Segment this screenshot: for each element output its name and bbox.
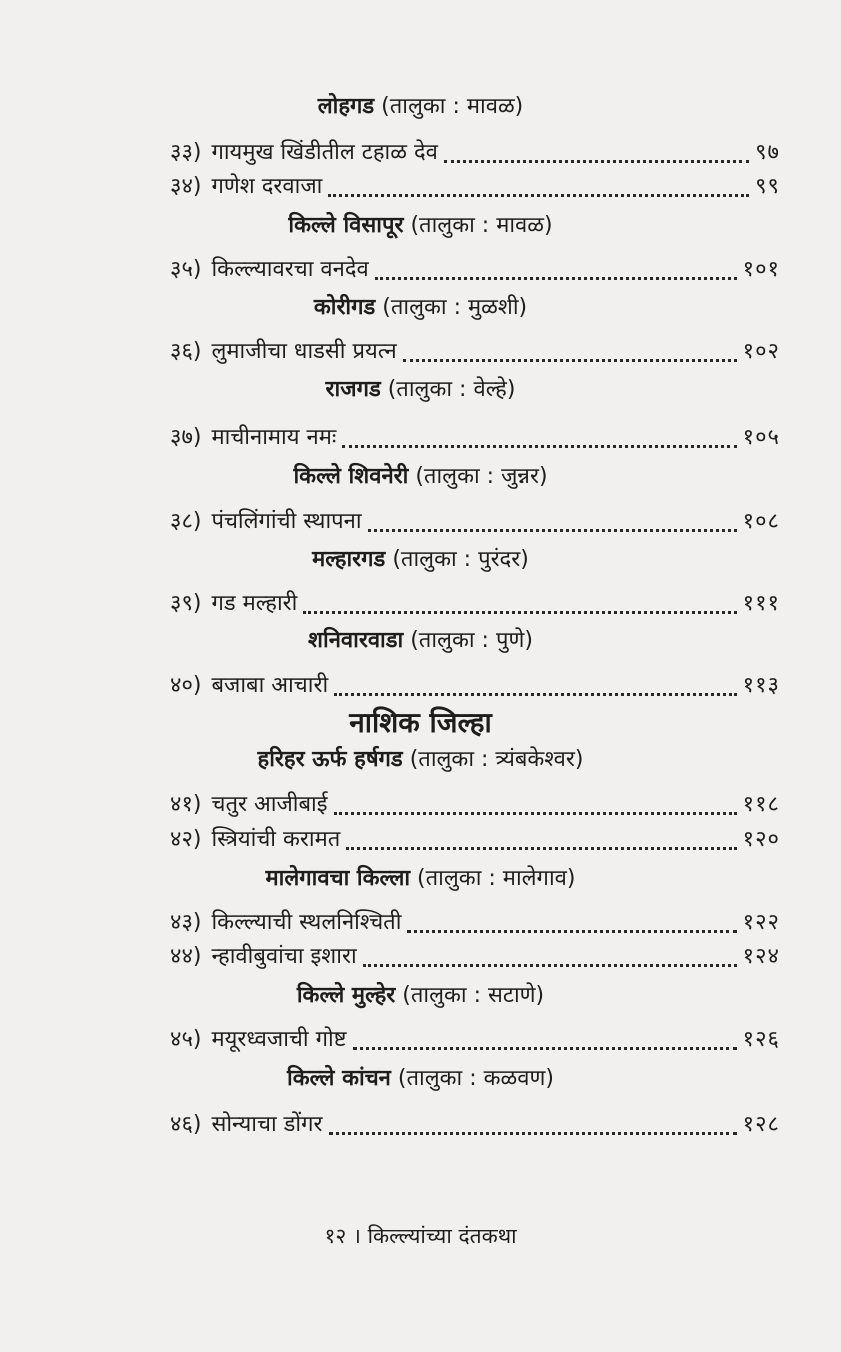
- taluka-label: (तालुका : सटाणे): [395, 983, 545, 1008]
- entry-number: ४३): [170, 910, 202, 935]
- toc-entry[interactable]: [170, 507, 780, 537]
- fort-name: राजगड: [325, 377, 381, 402]
- fort-name: किल्ले विसापूर: [288, 213, 404, 238]
- entry-title: मयूरध्वजाची गोष्ट: [211, 1027, 347, 1052]
- taluka-label: (तालुका : वेल्हे): [380, 377, 516, 402]
- toc-entry[interactable]: [170, 589, 780, 619]
- toc-entry[interactable]: [170, 337, 780, 367]
- entry-page: १११: [742, 591, 780, 616]
- entry-page: १०५: [742, 425, 780, 450]
- entry-number: ३८): [170, 509, 202, 534]
- entry-page: ११८: [742, 792, 780, 817]
- entry-page: ११३: [742, 673, 780, 698]
- dot-leader: [375, 277, 737, 280]
- dot-leader: [334, 812, 737, 815]
- taluka-label: (तालुका : मुळशी): [375, 295, 528, 320]
- toc-entry[interactable]: [170, 138, 780, 168]
- toc-entry[interactable]: [170, 172, 780, 202]
- entry-number: ३५): [170, 257, 202, 282]
- fort-name: किल्ले कांचन: [287, 1066, 391, 1091]
- dot-leader: [328, 194, 749, 197]
- toc-entry[interactable]: [170, 671, 780, 701]
- entry-number: ३७): [170, 425, 202, 450]
- entry-number: ३४): [170, 174, 202, 199]
- entry-title: माचीनामाय नमः: [211, 425, 337, 450]
- taluka-label: (तालुका : पुरंदर): [385, 547, 529, 572]
- entry-number: ४२): [170, 827, 202, 852]
- toc-entry[interactable]: [170, 790, 780, 820]
- toc-entry[interactable]: [170, 1025, 780, 1055]
- fort-name: मालेगावचा किल्ला: [265, 866, 411, 891]
- entry-title: पंचलिंगांची स्थापना: [211, 509, 362, 534]
- toc-entry[interactable]: [170, 1110, 780, 1140]
- toc-entry[interactable]: [170, 423, 780, 453]
- fort-heading: [0, 92, 841, 122]
- entry-number: ४४): [170, 944, 202, 969]
- entry-title: गड मल्हारी: [211, 591, 298, 616]
- toc-entry[interactable]: [170, 908, 780, 938]
- page-footer: १२ । किल्ल्यांच्या दंतकथा: [324, 1224, 517, 1248]
- district-heading: नाशिक जिल्हा: [349, 706, 492, 739]
- entry-number: ४६): [170, 1112, 202, 1137]
- fort-heading: [0, 293, 841, 323]
- dot-leader: [329, 1132, 737, 1135]
- entry-number: ४१): [170, 792, 202, 817]
- entry-page: १२२: [742, 910, 780, 935]
- dot-leader: [444, 160, 749, 163]
- entry-title: किल्ल्यावरचा वनदेव: [211, 257, 369, 282]
- taluka-label: (तालुका : मालेगाव): [410, 866, 576, 891]
- fort-heading: [0, 981, 841, 1011]
- fort-name: हरिहर ऊर्फ हर्षगड: [257, 747, 403, 772]
- taluka-label: (तालुका : जुन्नर): [408, 464, 548, 489]
- taluka-label: (तालुका : कळवण): [390, 1066, 554, 1091]
- dot-leader: [353, 1047, 737, 1050]
- entry-page: १०८: [742, 509, 780, 534]
- dot-leader: [334, 693, 737, 696]
- entry-page: १२६: [742, 1027, 780, 1052]
- entry-title: गणेश दरवाजा: [211, 174, 323, 199]
- fort-heading: [0, 626, 841, 656]
- fort-heading: [0, 864, 841, 894]
- dot-leader: [368, 529, 737, 532]
- entry-title: किल्ल्याची स्थलनिश्चिती: [211, 910, 402, 935]
- entry-title: लुमाजीचा धाडसी प्रयत्न: [211, 339, 397, 364]
- dot-leader: [303, 611, 736, 614]
- entry-number: ३९): [170, 591, 202, 616]
- entry-page: १०१: [742, 257, 780, 282]
- dot-leader: [407, 930, 736, 933]
- dot-leader: [346, 847, 736, 850]
- entry-title: न्हावीबुवांचा इशारा: [211, 944, 357, 969]
- entry-title: सोन्याचा डोंगर: [211, 1112, 323, 1137]
- entry-title: स्त्रियांची करामत: [211, 827, 341, 852]
- fort-name: मल्हारगड: [312, 547, 386, 572]
- toc-entry[interactable]: [170, 825, 780, 855]
- entry-title: चतुर आजीबाई: [211, 792, 328, 817]
- toc-entry[interactable]: [170, 942, 780, 972]
- fort-heading: [0, 545, 841, 575]
- dot-leader: [342, 445, 736, 448]
- entry-number: ४५): [170, 1027, 202, 1052]
- fort-name: किल्ले शिवनेरी: [293, 464, 409, 489]
- entry-number: ३६): [170, 339, 202, 364]
- fort-heading: [0, 1064, 841, 1094]
- taluka-label: (तालुका : पुणे): [403, 628, 533, 653]
- fort-name: किल्ले मुल्हेर: [296, 983, 396, 1008]
- taluka-label: (तालुका : त्र्यंबकेश्वर): [402, 747, 584, 772]
- dot-leader: [403, 359, 737, 362]
- entry-page: ९९: [755, 174, 780, 199]
- entry-page: १०२: [742, 339, 780, 364]
- fort-heading: [0, 211, 841, 241]
- taluka-label: (तालुका : मावळ): [403, 213, 553, 238]
- taluka-label: (तालुका : मावळ): [374, 94, 524, 119]
- entry-page: ९७: [755, 140, 780, 165]
- fort-heading: [0, 462, 841, 492]
- entry-number: ३३): [170, 140, 202, 165]
- entry-number: ४०): [170, 673, 202, 698]
- entry-page: १२४: [742, 944, 780, 969]
- entry-page: १२०: [742, 827, 780, 852]
- toc-entry[interactable]: [170, 255, 780, 285]
- entry-title: बजाबा आचारी: [211, 673, 329, 698]
- fort-name: कोरीगड: [313, 295, 376, 320]
- dot-leader: [363, 964, 737, 967]
- fort-heading: [0, 745, 841, 775]
- entry-title: गायमुख खिंडीतील टहाळ देव: [211, 140, 438, 165]
- fort-name: शनिवारवाडा: [308, 628, 404, 653]
- fort-heading: [0, 375, 841, 405]
- entry-page: १२८: [742, 1112, 780, 1137]
- fort-name: लोहगड: [317, 94, 375, 119]
